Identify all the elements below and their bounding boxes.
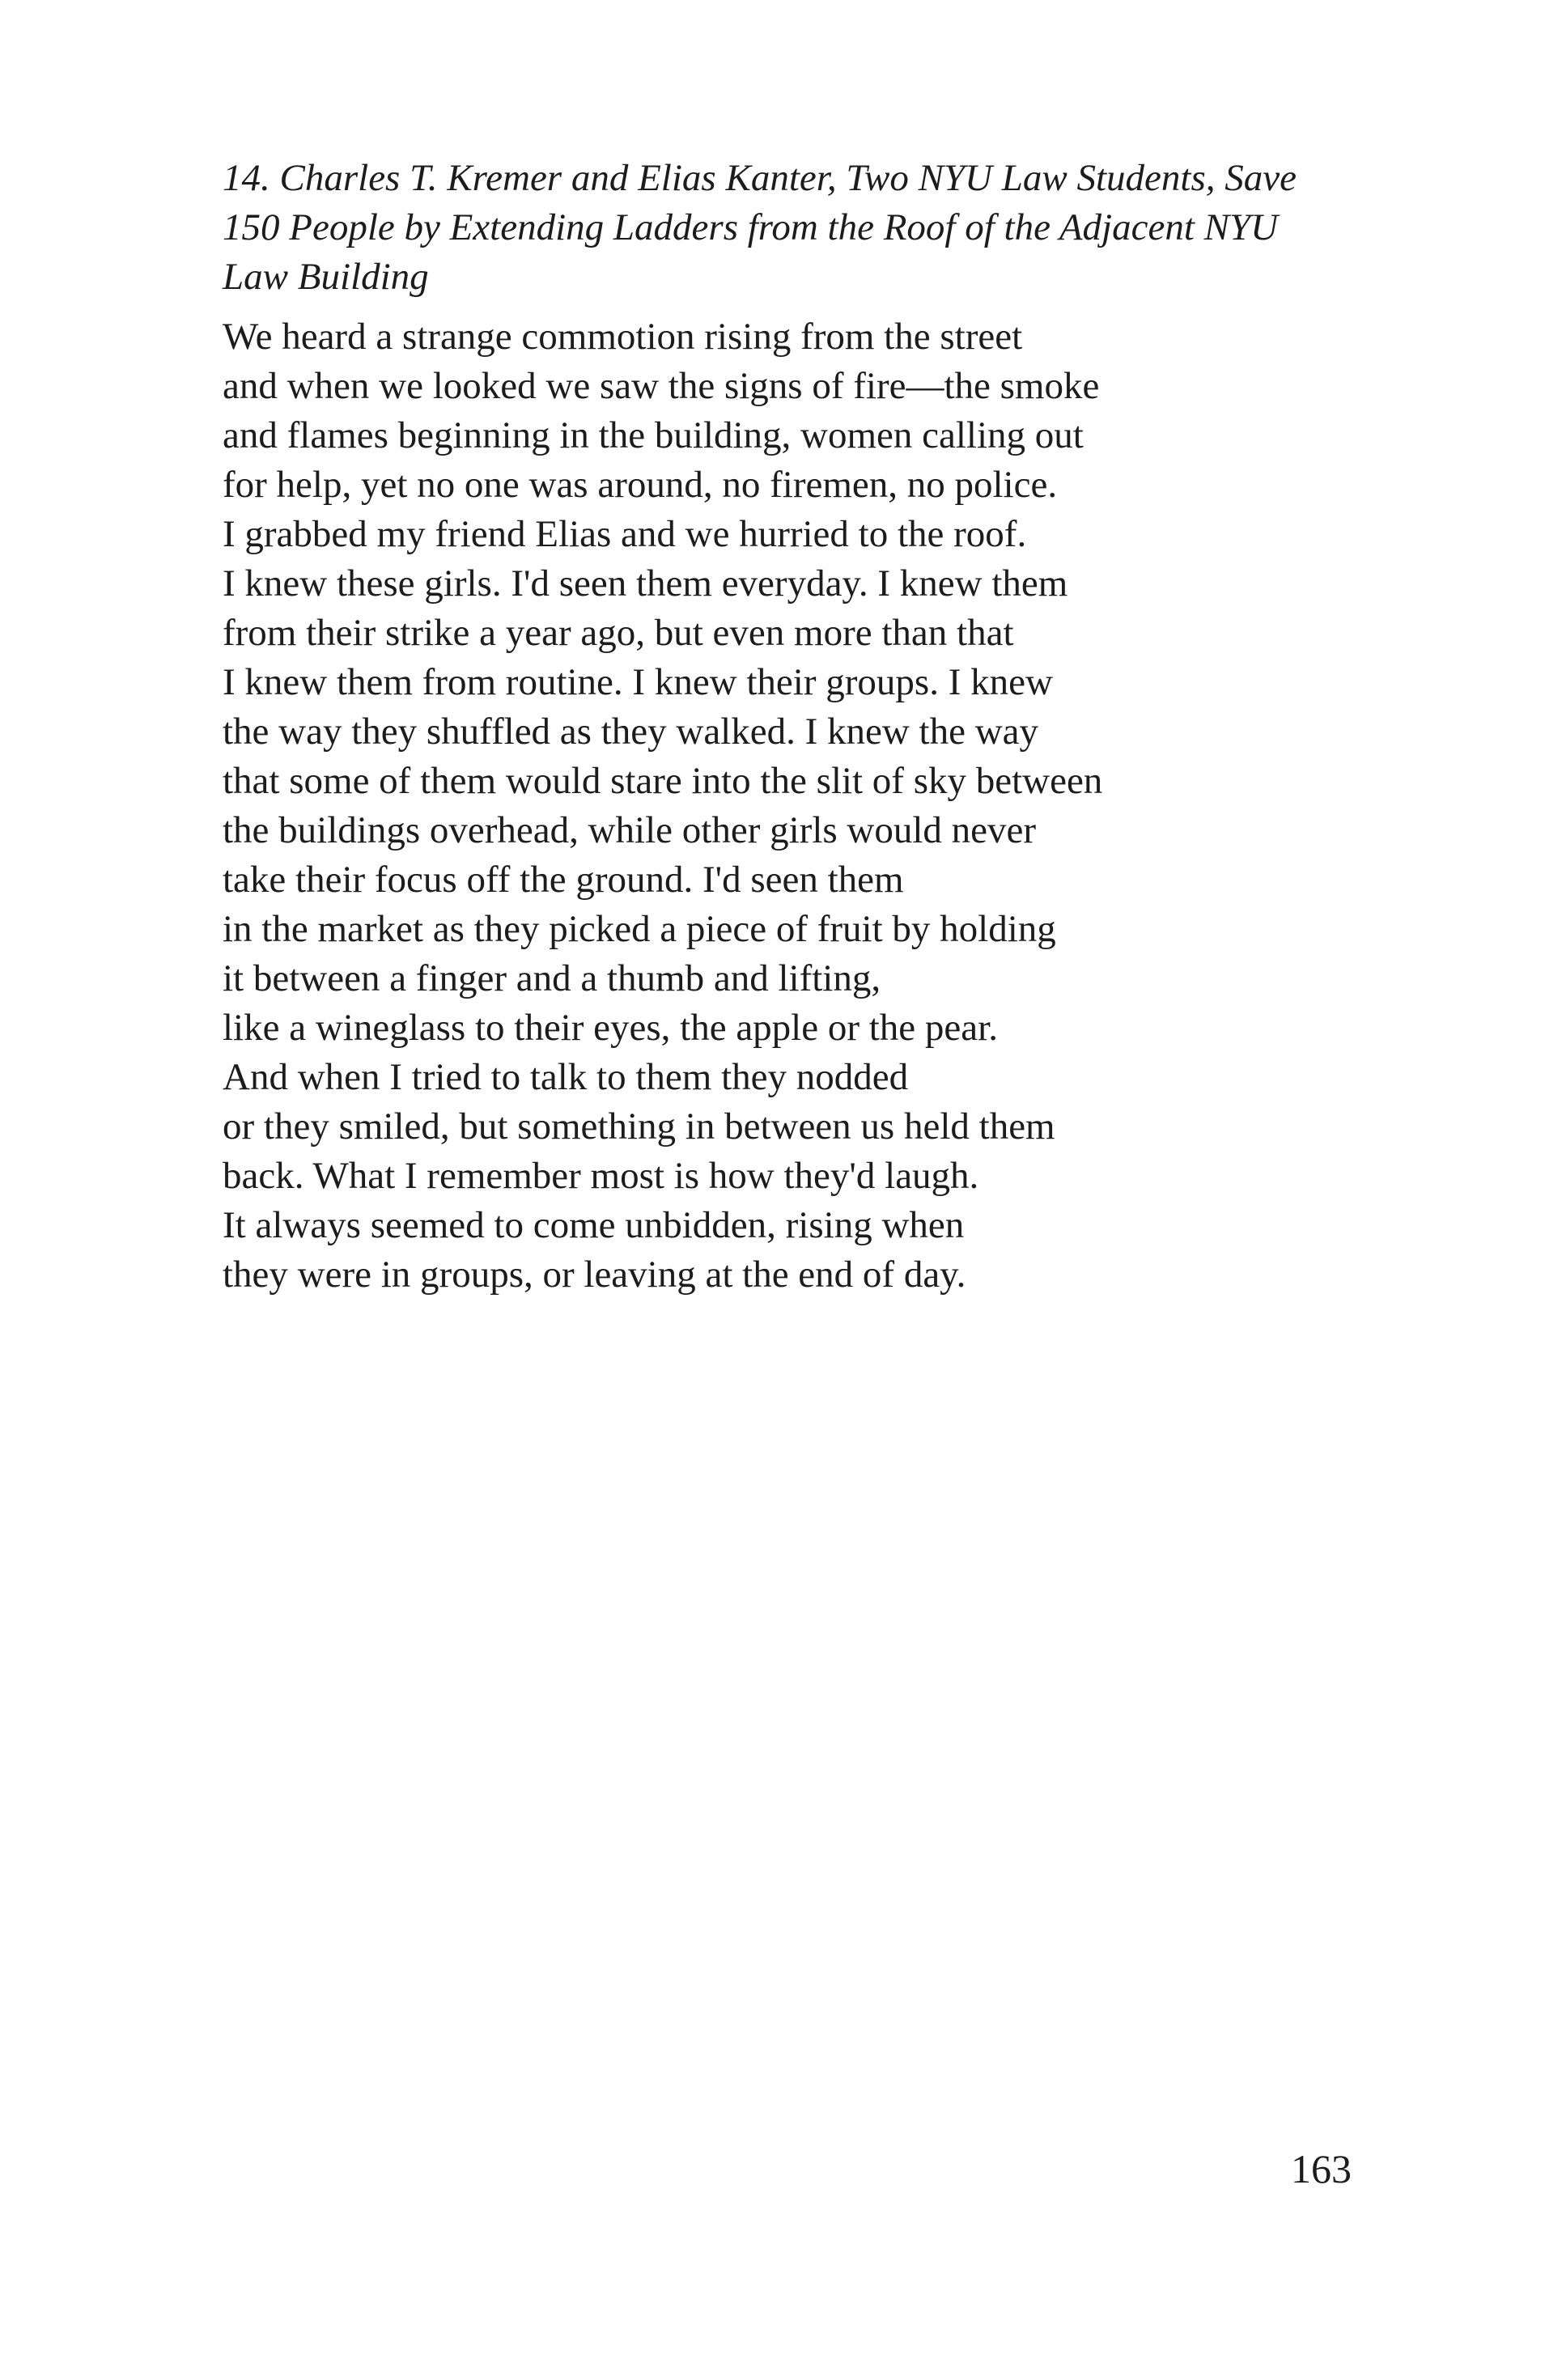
poem-line: I grabbed my friend Elias and we hurried to the roof. [223,513,1027,555]
poem-line: that some of them would stare into the slit of sky between [223,760,1103,802]
poem-line: and flames beginning in the building, women calling out [223,414,1084,456]
poem-line: from their strike a year ago, but even more than that [223,612,1014,654]
poem-line: it between a finger and a thumb and lifting, [223,957,881,999]
title-line: 14. Charles T. Kremer and Elias Kanter, Two NYU Law Students, Save [223,157,1297,199]
poem-line: the buildings overhead, while other girls would never [223,809,1037,851]
poem-title [223,154,1339,302]
poem-line: the way they shuffled as they walked. I knew the way [223,711,1039,753]
poem-line: for help, yet no one was around, no firemen, no police. [223,464,1058,506]
poem-line: they were in groups, or leaving at the end of day. [223,1254,966,1296]
page-number: 163 [1291,2146,1352,2191]
title-line: 150 People by Extending Ladders from the Roof of the Adjacent NYU [223,206,1279,248]
poem-line: I knew these girls. I'd seen them everyday. I knew them [223,562,1068,605]
poem-line: back. What I remember most is how they'd laugh. [223,1155,979,1197]
title-line: Law Building [223,256,429,298]
poem-line: and when we looked we saw the signs of fire—the smoke [223,365,1100,407]
poem-line: in the market as they picked a piece of fruit by holding [223,908,1056,950]
poem-line: We heard a strange commotion rising from the street [223,316,1023,358]
poem-line: like a wineglass to their eyes, the apple or the pear. [223,1007,998,1049]
poem-line: It always seemed to come unbidden, rising when [223,1204,965,1246]
poem-body [223,312,1356,1300]
poem-line: or they smiled, but something in between us held them [223,1105,1055,1148]
poem-line: I knew them from routine. I knew their groups. I knew [223,661,1053,703]
poem-line: take their focus off the ground. I'd seen them [223,859,904,901]
poem-line: And when I tried to talk to them they nodded [223,1056,909,1098]
